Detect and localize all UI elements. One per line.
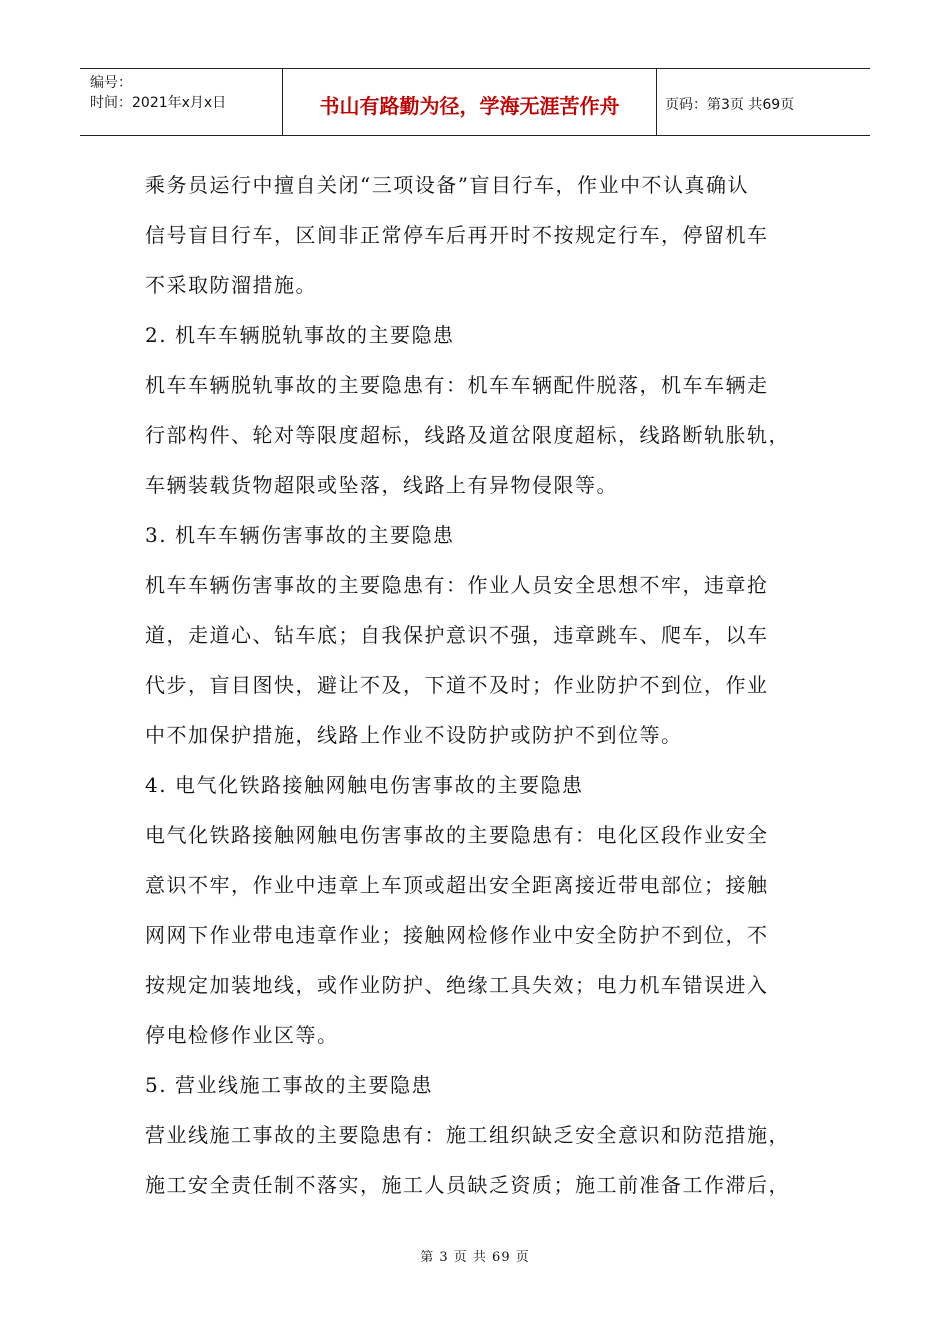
body-line: 中不加保护措施，线路上作业不设防护或防护不到位等。 (145, 723, 683, 747)
page-footer: 第 3 页 共 69 页 (420, 1250, 530, 1265)
body-line: 施工安全责任制不落实，施工人员缺乏资质；施工前准备工作滞后， (145, 1173, 790, 1197)
document-header (80, 68, 870, 136)
section-heading-3: 3. 机车车辆伤害事故的主要隐患 (145, 523, 455, 547)
body-line: 电气化铁路接触网触电伤害事故的主要隐患有：电化区段作业安全 (145, 823, 769, 847)
document-body (145, 160, 805, 1210)
body-line: 停电检修作业区等。 (145, 1023, 339, 1047)
body-line: 按规定加装地线，或作业防护、绝缘工具失效；电力机车错误进入 (145, 973, 769, 997)
body-line: 信号盲目行车，区间非正常停车后再开时不按规定行车，停留机车 (145, 223, 769, 247)
document-number-label: 编号： (90, 75, 132, 91)
section-heading-4: 4. 电气化铁路接触网触电伤害事故的主要隐患 (145, 773, 584, 797)
document-time-label: 时间：2021年x月x日 (90, 95, 227, 111)
section-heading-5: 5. 营业线施工事故的主要隐患 (145, 1073, 433, 1097)
body-line: 机车车辆脱轨事故的主要隐患有：机车车辆配件脱落，机车车辆走 (145, 373, 769, 397)
body-line: 道，走道心、钻车底；自我保护意识不强，违章跳车、爬车，以车 (145, 623, 769, 647)
body-line: 营业线施工事故的主要隐患有：施工组织缺乏安全意识和防范措施， (145, 1123, 790, 1147)
section-heading-2: 2. 机车车辆脱轨事故的主要隐患 (145, 323, 455, 347)
body-line: 乘务员运行中擅自关闭“三项设备”盲目行车，作业中不认真确认 (145, 173, 749, 197)
body-line: 网网下作业带电违章作业；接触网检修作业中安全防护不到位，不 (145, 923, 769, 947)
body-line: 意识不牢，作业中违章上车顶或超出安全距离接近带电部位；接触 (145, 873, 769, 897)
body-line: 代步，盲目图快，避让不及，下道不及时；作业防护不到位，作业 (145, 673, 769, 697)
header-page-code: 页码：第3页 共69页 (665, 97, 795, 113)
body-line: 车辆装载货物超限或坠落，线路上有异物侵限等。 (145, 473, 618, 497)
body-line: 机车车辆伤害事故的主要隐患有：作业人员安全思想不牢，违章抢 (145, 573, 769, 597)
body-line: 不采取防溜措施。 (145, 273, 317, 297)
header-motto: 书山有路勤为径，学海无涯苦作舟 (282, 69, 657, 135)
body-line: 行部构件、轮对等限度超标，线路及道岔限度超标，线路断轨胀轨， (145, 423, 790, 447)
header-meta (80, 69, 282, 135)
